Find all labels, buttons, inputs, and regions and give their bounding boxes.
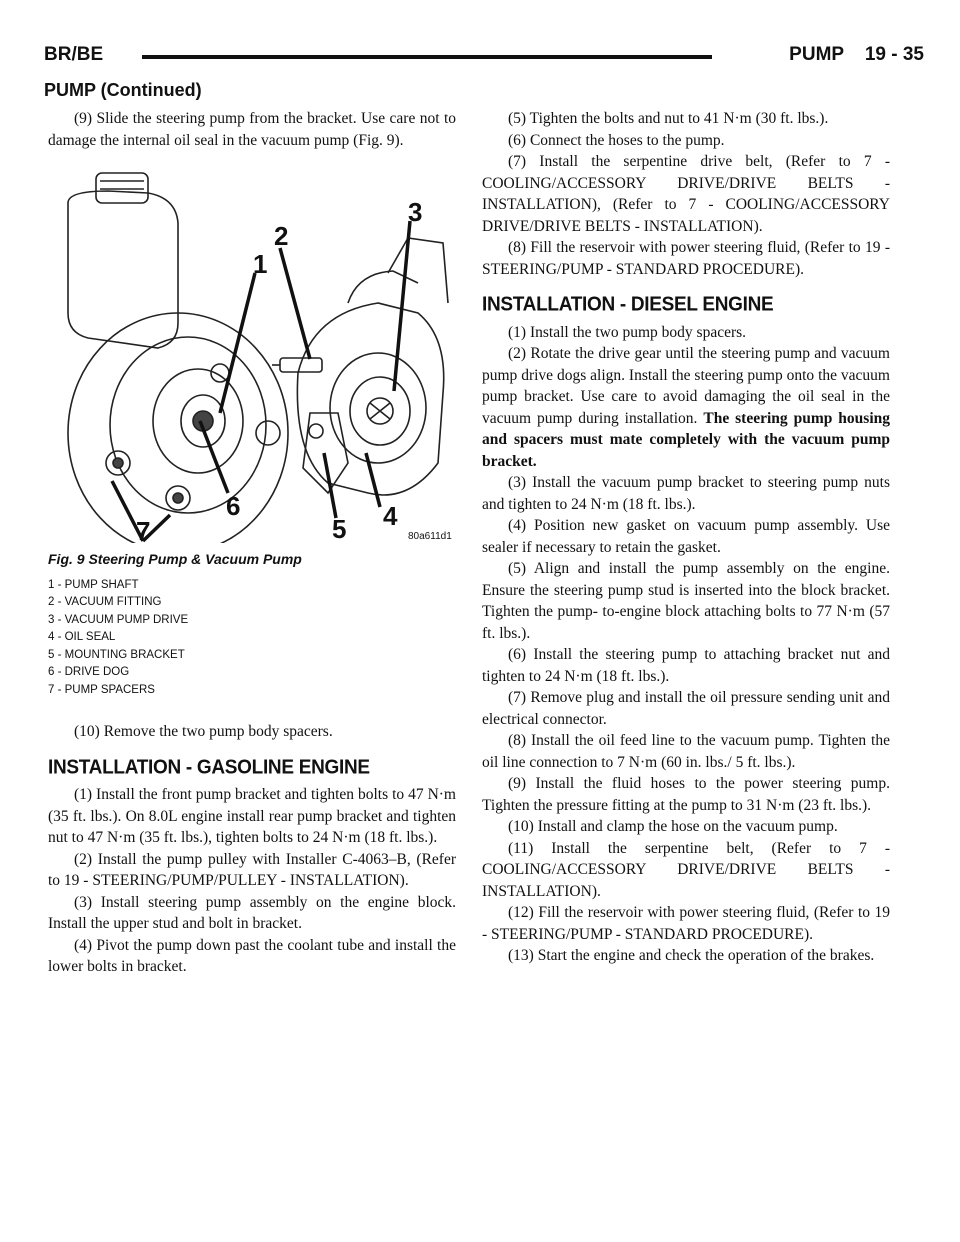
figure-legend [48, 577, 456, 700]
diesel-step-2-text: (2) Rotate the drive gear until the steering pump and vacuum pump drive dogs align. Install the steering pump onto the vacuum pump bracket. Use care to avoid damaging the oil seal in the vacuum pump during installation. [482, 345, 890, 427]
diesel-installation-heading: INSTALLATION - DIESEL ENGINE [482, 293, 774, 316]
page-header [44, 44, 924, 76]
legend-item: 3 - VACUUM PUMP DRIVE [48, 613, 189, 626]
gas-step-1: (1) Install the front pump bracket and tighten bolts to 47 N·m (35 ft. lbs.). On 8.0L engine install rear pump bracket and tighten nut to 47 N·m (35 ft. lbs.), tighten bolts to 24 N·m (18 ft. lbs.). [48, 786, 456, 846]
legend-item: 7 - PUMP SPACERS [48, 683, 155, 696]
right-column [482, 108, 890, 967]
diesel-step-6: (6) Install the steering pump to attaching bracket nut and tighten to 24 N·m (18 ft. lbs.). [482, 646, 890, 685]
callout-5: 5 [332, 514, 347, 543]
gas-step-3: (3) Install steering pump assembly on the engine block. Install the upper stud and bolt in bracket. [48, 893, 456, 932]
section-continued-title: PUMP (Continued) [44, 80, 202, 100]
diesel-step-11: (11) Install the serpentine belt, (Refer to 7 - COOLING/ACCESSORY DRIVE/DRIVE BELTS - INSTALLATION). [482, 839, 890, 900]
gas-step-2: (2) Install the pump pulley with Installer C-4063–B, (Refer to 19 - STEERING/PUMP/PULLEY - INSTALLATION). [48, 850, 456, 889]
diesel-step-1: (1) Install the two pump body spacers. [508, 323, 747, 341]
gas-step-6: (6) Connect the hoses to the pump. [508, 131, 725, 149]
gas-step-8: (8) Fill the reservoir with power steering fluid, (Refer to 19 - STEERING/PUMP - STANDARD PROCEDURE). [482, 239, 890, 278]
callout-7: 7 [136, 516, 151, 543]
diesel-step-9: (9) Install the fluid hoses to the power steering pump. Tighten the pressure fitting at the pump to 31 N·m (23 ft. lbs.). [482, 775, 890, 814]
figure-9 [48, 163, 456, 543]
diesel-step-3: (3) Install the vacuum pump bracket to steering pump nuts and tighten to 24 N·m (18 ft. lbs.). [482, 474, 890, 513]
diesel-step-8: (8) Install the oil feed line to the vacuum pump. Tighten the oil line connection to 7 N·m (60 in. lbs./ 5 ft. lbs.). [482, 732, 890, 771]
legend-item: 5 - MOUNTING BRACKET [48, 648, 185, 661]
callout-6: 6 [226, 491, 241, 521]
diesel-step-4: (4) Position new gasket on vacuum pump assembly. Use sealer if necessary to retain the gasket. [482, 517, 890, 556]
pump-illustration [48, 163, 456, 543]
callout-4: 4 [383, 501, 398, 531]
gas-step-7: (7) Install the serpentine drive belt, (Refer to 7 - COOLING/ACCESSORY DRIVE/DRIVE BELTS - INSTALLATION), (Refer to 7 - COOLING/ACCESSORY DRIVE/DRIVE BELTS - INSTALLATION). [482, 153, 890, 235]
diesel-step-13: (13) Start the engine and check the operation of the brakes. [508, 947, 875, 964]
diesel-step-7: (7) Remove plug and install the oil pressure sending unit and electrical connector. [482, 689, 890, 728]
diesel-step-2 [482, 343, 890, 472]
gas-step-5: (5) Tighten the bolts and nut to 41 N·m (30 ft. lbs.). [508, 110, 829, 127]
legend-item: 6 - DRIVE DOG [48, 666, 130, 678]
manual-model-code: BR/BE [44, 44, 104, 65]
figure-code: 80a611d1 [408, 531, 452, 542]
step-9: (9) Slide the steering pump from the bracket. Use care not to damage the internal oil seal in the vacuum pump (Fig. 9). [48, 110, 456, 149]
legend-item: 4 - OIL SEAL [48, 631, 116, 643]
diesel-step-10: (10) Install and clamp the hose on the vacuum pump. [508, 818, 838, 835]
legend-item: 2 - VACUUM FITTING [48, 596, 162, 608]
legend-item: 1 - PUMP SHAFT [48, 578, 139, 591]
gas-step-4: (4) Pivot the pump down past the coolant tube and install the lower bolts in bracket. [48, 936, 456, 975]
figure-caption: Fig. 9 Steering Pump & Vacuum Pump [48, 551, 302, 567]
callout-1: 1 [253, 249, 268, 279]
callout-2: 2 [274, 221, 289, 251]
header-rule [142, 55, 712, 59]
step-10: (10) Remove the two pump body spacers. [74, 723, 333, 740]
gasoline-installation-heading: INSTALLATION - GASOLINE ENGINE [48, 755, 370, 779]
left-column [48, 108, 456, 978]
callout-3: 3 [408, 197, 423, 227]
section-page-number: PUMP 19 - 35 [789, 44, 924, 65]
diesel-step-12: (12) Fill the reservoir with power steering fluid, (Refer to 19 - STEERING/PUMP - STANDARD PROCEDURE). [482, 904, 890, 943]
diesel-step-5: (5) Align and install the pump assembly on the engine. Ensure the steering pump stud is inserted into the block bracket. Tighten the pump- to-engine block attaching bolts to 77 N·m (57 ft. lbs.). [482, 560, 890, 642]
diesel-step-2-warning: The steering pump housing and spacers must mate completely with the vacuum pump bracket. [482, 409, 890, 470]
